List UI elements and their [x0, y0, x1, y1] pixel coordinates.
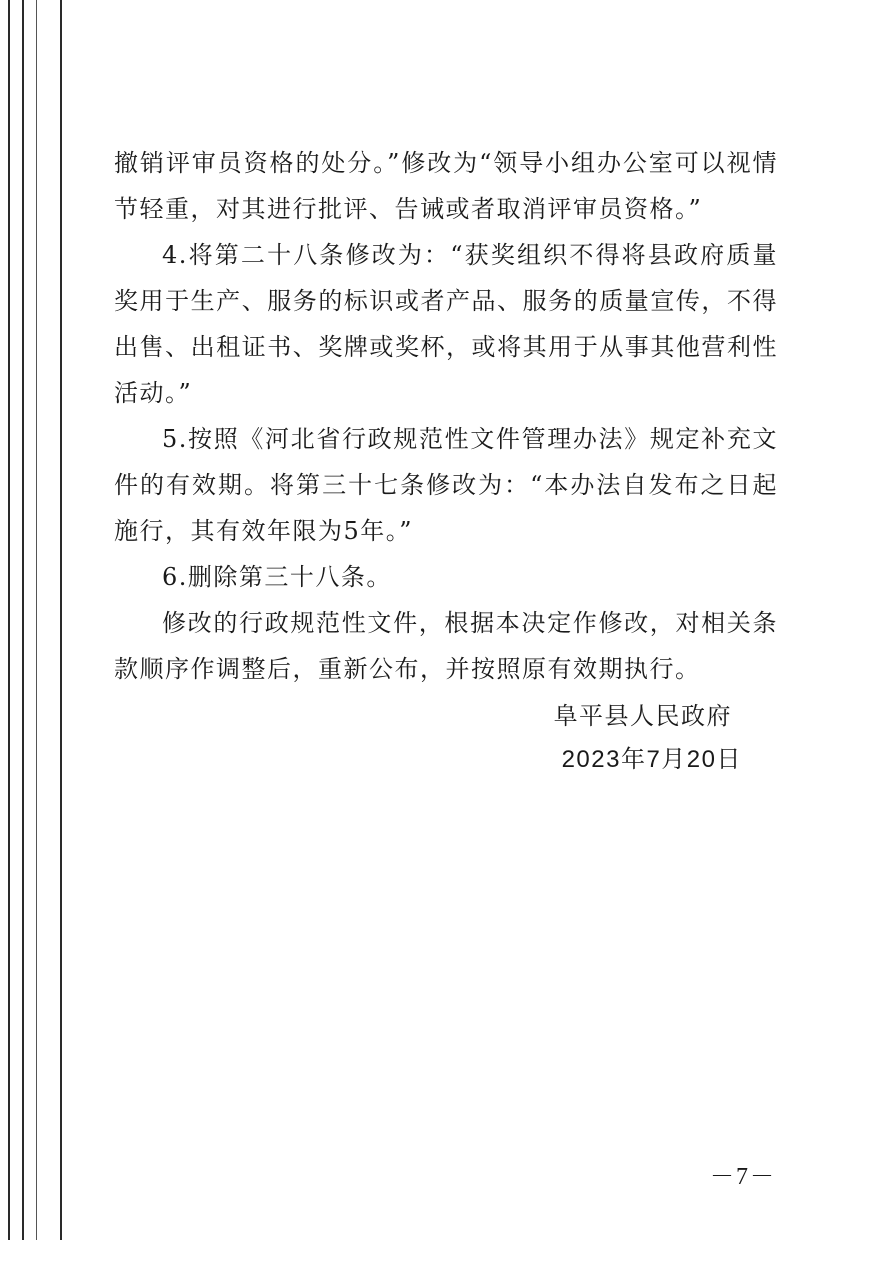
paragraph-item-5: 5.按照《河北省行政规范性文件管理办法》规定补充文件的有效期。将第三十七条修改为：“本办法自发布之日起施行，其有效年限为5年。” — [114, 425, 778, 545]
binding-line — [22, 0, 24, 1240]
binding-line — [60, 0, 62, 1240]
paragraph-closing: 修改的行政规范性文件，根据本决定作修改，对相关条款顺序作调整后，重新公布，并按照原有效期执行。 — [114, 609, 778, 683]
paragraph-item-4: 4.将第二十八条修改为：“获奖组织不得将县政府质量奖用于生产、服务的标识或者产品、服务的质量宣传，不得出售、出租证书、奖牌或奖杯，或将其用于从事其他营利性活动。” — [114, 241, 778, 407]
paragraph-continuation: 撤销评审员资格的处分。”修改为“领导小组办公室可以视情节轻重，对其进行批评、告诫或者取消评审员资格。” — [114, 149, 778, 223]
document-body — [114, 140, 778, 692]
page-number: －7－ — [710, 1164, 776, 1190]
binding-line — [36, 0, 37, 1240]
issue-date: 2023年7月20日 — [561, 746, 742, 773]
signature-block — [554, 694, 742, 782]
issuing-organization: 阜平县人民政府 — [553, 702, 733, 730]
paragraph-item-6: 6.删除第三十八条。 — [162, 563, 392, 591]
binding-line — [8, 0, 10, 1240]
